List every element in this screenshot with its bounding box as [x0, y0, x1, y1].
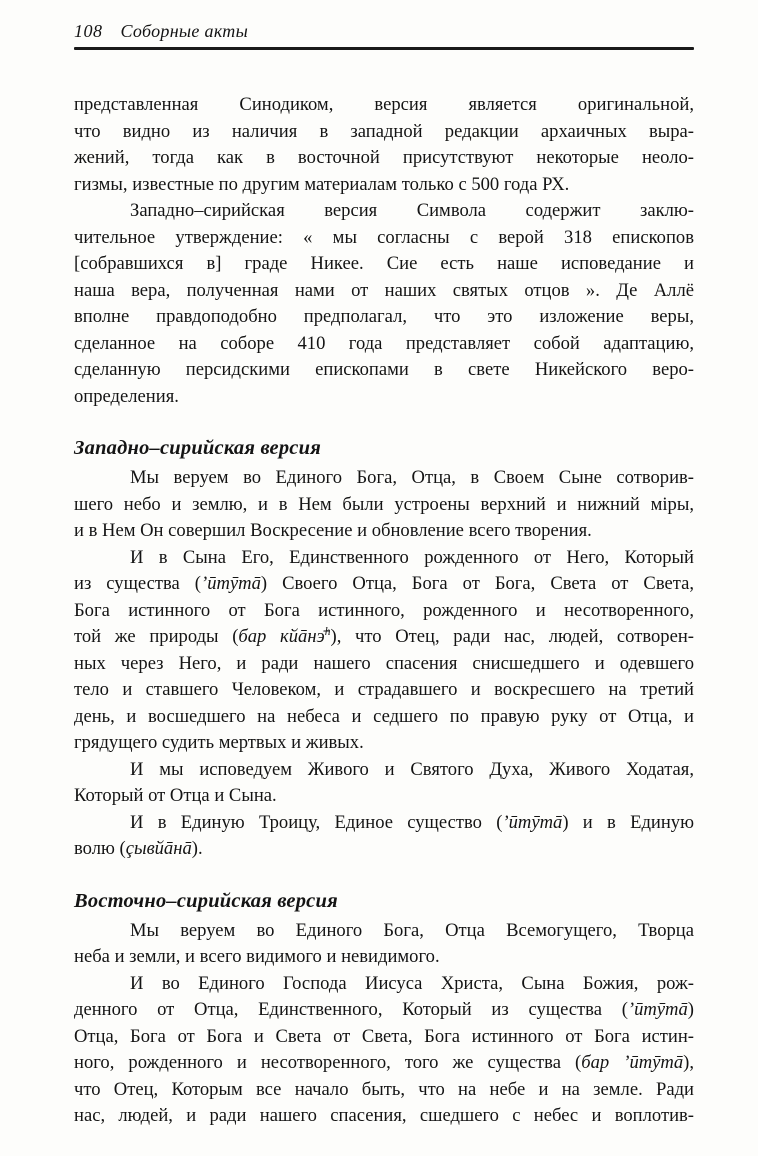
text-line [74, 92, 694, 119]
text-line [74, 704, 694, 731]
paragraph [74, 971, 694, 1130]
text-run: И в Сына Его, Единственного рожденного от Него, Который [130, 546, 694, 568]
text-run: И во Единого Господа Иисуса Христа, Сына Божия, рож- [130, 972, 694, 994]
text-line [74, 278, 694, 305]
text-line [74, 1103, 694, 1130]
text-line [74, 624, 694, 651]
text-run: Мы веруем во Единого Бога, Отца Всемогущего, Творца [130, 919, 694, 941]
text-run: гизмы, известные по другим материалам только с 500 года РХ. [74, 173, 570, 195]
text-run: представленная Синодиком, версия является оригинальной, [74, 94, 694, 115]
text-line [74, 492, 694, 519]
text-run: грядущего судить мертвых и живых. [74, 732, 364, 753]
section-heading: Западно–сирийская версия [74, 437, 321, 459]
text-run: тело и ставшего Человеком, и страдавшего и воскресшего на третий [74, 679, 694, 700]
transliterated-term: бар кйāнэ̄ [238, 626, 325, 647]
text-line [74, 677, 694, 704]
text-line [74, 1024, 694, 1051]
text-run: нас, людей, и ради нашего спасения, сшедшего с небес и воплотив- [74, 1105, 694, 1126]
text-run: Мы веруем во Единого Бога, Отца, в Своем Сыне сотворив- [130, 467, 694, 488]
transliterated-term: h [324, 625, 331, 638]
text-line [74, 518, 694, 545]
text-line [74, 304, 694, 331]
text-run: той же природы ( [74, 626, 239, 647]
text-run: Который от Отца и Сына. [74, 785, 277, 806]
text-run: что видно из наличия в западной редакции архаичных выра- [74, 120, 694, 142]
text-run: Отца, Бога от Бога и Света от Света, Бога истинного от Бога истин- [74, 1025, 694, 1047]
text-line [74, 836, 694, 863]
paragraph [74, 757, 694, 810]
text-line [74, 119, 694, 146]
text-line [74, 465, 694, 492]
running-title: Соборные акты [120, 21, 249, 41]
text-line [74, 384, 694, 411]
text-run: ного, рожденного и несотворенного, того же существа ( [74, 1052, 582, 1073]
paragraph [74, 545, 694, 757]
text-run: шего небо и землю, и в Нем были устроены верхний и нижний міры, [74, 493, 694, 515]
text-run: неба и земли, и всего видимого и невидимого. [74, 946, 440, 967]
text-run: определения. [74, 385, 179, 407]
transliterated-term: бар ’ӣтӯтā [581, 1052, 684, 1073]
text-line [74, 225, 694, 252]
text-line [74, 331, 694, 358]
text-run: Бога истинного от Бога истинного, рожденного и несотворенного, [74, 599, 694, 621]
text-run: вполне правдоподобно предполагал, что это изложение веры, [74, 306, 694, 327]
paragraph [74, 198, 694, 410]
text-run: наша вера, полученная нами от наших святых отцов ». Де Аллё [74, 279, 694, 301]
text-run: чительное утверждение: « мы согласны с верой 318 епископов [74, 226, 694, 248]
paragraph [74, 810, 694, 863]
text-line [74, 757, 694, 784]
transliterated-term: ’ӣтӯтā [502, 811, 563, 833]
text-run: сделанное на соборе 410 года представляет собой адаптацию, [74, 332, 694, 354]
text-run: ных через Него, и ради нашего спасения снисшедшего и одевшего [74, 652, 694, 674]
text-run: ) и в Единую [562, 811, 694, 833]
text-run: сделанную персидскими епископами в свете Никейского веро- [74, 359, 694, 380]
text-run: И мы исповедуем Живого и Святого Духа, Живого Ходатая, [130, 758, 694, 780]
text-run: и в Нем Он совершил Воскресение и обновление всего творения. [74, 520, 592, 541]
page-header [74, 20, 694, 47]
text-line [74, 1050, 694, 1077]
text-line [74, 997, 694, 1024]
text-line [74, 598, 694, 625]
text-run: ) [687, 999, 694, 1020]
paragraph [74, 92, 694, 198]
text-line [74, 145, 694, 172]
paragraph [74, 918, 694, 971]
text-line [74, 783, 694, 810]
page-body [74, 50, 694, 1130]
page-number: 108 [74, 21, 103, 41]
text-line [74, 172, 694, 199]
text-line [74, 971, 694, 998]
text-run: ), что Отец, ради нас, людей, сотворен- [330, 626, 694, 647]
text-line [74, 1077, 694, 1104]
text-line [74, 545, 694, 572]
text-run: денного от Отца, Единственного, Который из существа ( [74, 999, 628, 1020]
text-run: ). [191, 838, 203, 859]
text-line [74, 251, 694, 278]
text-line [74, 730, 694, 757]
text-run: волю ( [74, 838, 126, 859]
text-run: что Отец, Которым все начало быть, что на небе и на земле. Ради [74, 1078, 694, 1100]
text-run: из существа ( [74, 573, 201, 594]
text-run: [собравшихся в] граде Никее. Сие есть наше исповедание и [74, 253, 694, 274]
text-line [74, 571, 694, 598]
text-line [74, 810, 694, 837]
text-run: ), [683, 1052, 694, 1073]
text-line [74, 198, 694, 225]
text-line [74, 918, 694, 945]
text-run: день, и восшедшего на небеса и седшего по правую руку от Отца, и [74, 705, 694, 727]
text-line [74, 944, 694, 971]
paragraph [74, 465, 694, 545]
section-heading: Восточно–сирийская версия [74, 889, 338, 912]
text-line [74, 357, 694, 384]
transliterated-term: ’ӣтӯтā [627, 999, 688, 1020]
text-line [74, 651, 694, 678]
text-run: ) Своего Отца, Бога от Бога, Света от Света, [260, 573, 695, 594]
text-run: И в Единую Троицу, Единое существо ( [130, 811, 503, 833]
transliterated-term: ’ӣтӯтā [201, 573, 261, 594]
text-run: Западно–сирийская версия Символа содержит заклю- [130, 200, 694, 221]
transliterated-term: çывйāнā [125, 838, 192, 859]
text-run: жений, тогда как в восточной присутствуют некоторые неоло- [74, 147, 694, 168]
